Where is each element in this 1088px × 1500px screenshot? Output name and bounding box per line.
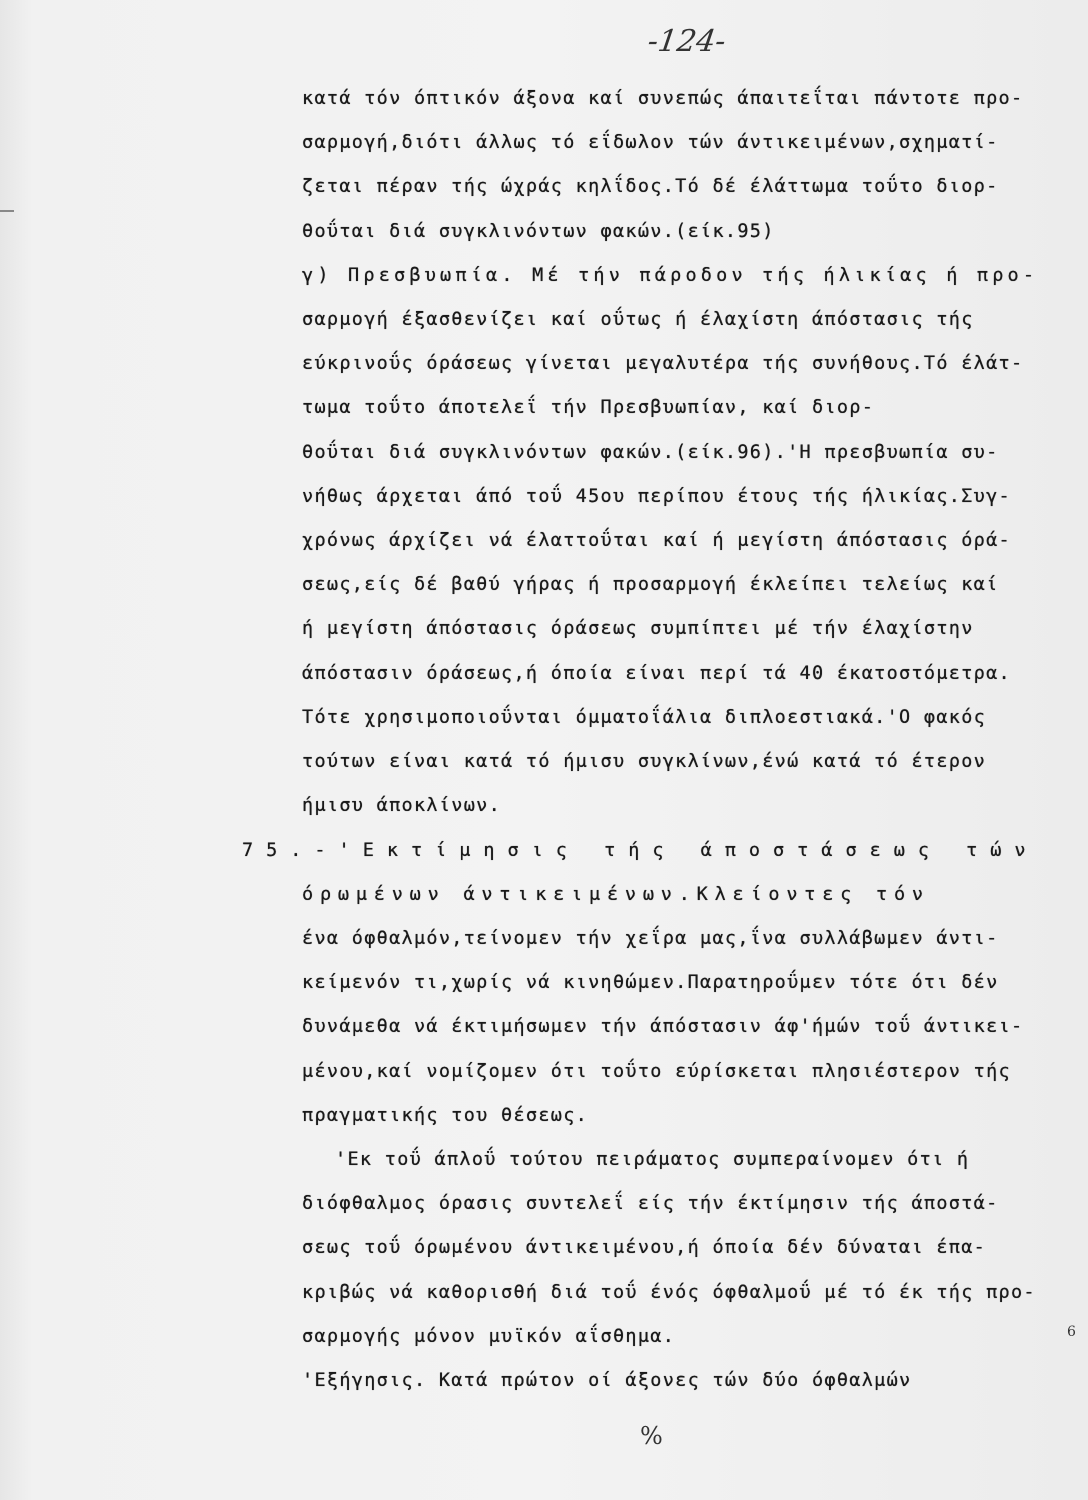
text-line: θοΰται διά συγκλινόντων φακών.(είκ.95): [302, 221, 775, 242]
text-line: σεως τοΰ όρωμένου άντικειμένου,ή όποία δέν δύναται έπα-: [302, 1237, 987, 1258]
text-line: χρόνως άρχίζει νά έλαττοΰται καί ή μεγίστη άπόστασις όρά-: [302, 530, 1011, 551]
text-line: θοΰται διά συγκλινόντων φακών.(είκ.96).'Η πρεσβυωπία συ-: [302, 442, 999, 463]
text-line: 'Εκ τοΰ άπλοΰ τούτου πειράματος συμπεραίνομεν ότι ή: [335, 1149, 970, 1170]
text-line: ζεται πέραν τής ώχράς κηλΐδος.Τό δέ έλάττωμα τοΰτο διορ-: [302, 176, 999, 197]
section-heading-presbyopia: γ) Πρεσβυωπία. Μέ τήν πάροδον τής ήλικίας ή προ-: [302, 265, 1039, 286]
text-line: ήμισυ άποκλίνων.: [302, 795, 502, 816]
text-line: άπόστασιν όράσεως,ή όποία είναι περί τά 40 έκατοστόμετρα.: [302, 663, 1011, 684]
text-line: νήθως άρχεται άπό τοΰ 45ου περίπου έτους τής ήλικίας.Συγ-: [302, 486, 1011, 507]
text-line: κατά τόν όπτικόν άξονα καί συνεπώς άπαιτεΐται πάντοτε προ-: [302, 88, 1024, 109]
text-line: τούτων είναι κατά τό ήμισυ συγκλίνων,ένώ κατά τό έτερον: [302, 751, 987, 772]
text-line: κριβώς νά καθορισθή διά τοΰ ένός όφθαλμοΰ μέ τό έκ τής προ-: [302, 1282, 1036, 1303]
text-line: 'Εξήγησις. Κατά πρώτον οί άξονες τών δύο όφθαλμών: [302, 1370, 912, 1391]
margin-mark: [0, 210, 14, 212]
text-line: ένα όφθαλμόν,τείνομεν τήν χεΐρα μας,ΐνα συλλάβωμεν άντι-: [302, 928, 999, 949]
text-line: Τότε χρησιμοποιοΰνται όμματοΐάλια διπλοεστιακά.'Ο φακός: [302, 707, 987, 728]
text-line: μένου,καί νομίζομεν ότι τοΰτο εύρίσκεται πλησιέστερον τής: [302, 1061, 1011, 1082]
text-line: δυνάμεθα νά έκτιμήσωμεν τήν άπόστασιν άφ'ήμών τοΰ άντικει-: [302, 1016, 1024, 1037]
text-line: σαρμογή έξασθενίζει καί οΰτως ή έλαχίστη άπόστασις τής: [302, 309, 974, 330]
text-line: σεως,είς δέ βαθύ γήρας ή προσαρμογή έκλείπει τελείως καί: [302, 574, 999, 595]
margin-note: 6: [1067, 1324, 1076, 1340]
section-heading-75-cont: όρωμένων άντικειμένων.Κλείοντες τόν: [302, 884, 930, 905]
page-number: -124-: [645, 24, 729, 59]
text-line: τωμα τοΰτο άποτελεΐ τήν Πρεσβυωπίαν, καί διορ-: [302, 397, 875, 418]
text-line: ή μεγίστη άπόστασις όράσεως συμπίπτει μέ τήν έλαχίστην: [302, 618, 974, 639]
section-heading-75: 75.-'Εκτίμησις τής άποστάσεως τών: [242, 840, 1039, 861]
text-line: διόφθαλμος όρασις συντελεΐ είς τήν έκτίμησιν τής άποστά-: [302, 1193, 999, 1214]
text-line: σαρμογή,διότι άλλως τό εΐδωλον τών άντικειμένων,σχηματί-: [302, 132, 999, 153]
text-line: κείμενόν τι,χωρίς νά κινηθώμεν.Παρατηροΰμεν τότε ότι δέν: [302, 972, 999, 993]
bottom-mark: %: [640, 1422, 663, 1450]
text-line: πραγματικής του θέσεως.: [302, 1105, 589, 1126]
text-line: εύκρινοΰς όράσεως γίνεται μεγαλυτέρα τής συνήθους.Τό έλάτ-: [302, 353, 1024, 374]
text-line: σαρμογής μόνον μυϊκόν αΐσθημα.: [302, 1326, 676, 1347]
